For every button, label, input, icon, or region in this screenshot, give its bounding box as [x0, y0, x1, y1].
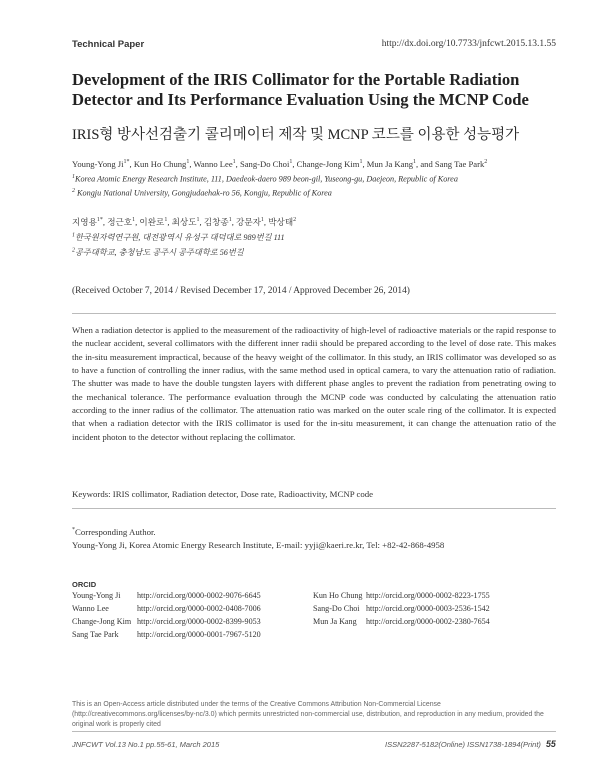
title-line-2: Detector and Its Performance Evaluation Using the MCNP Code: [72, 90, 529, 109]
author-affiliation-mark: 1: [186, 159, 190, 166]
received-dates: (Received October 7, 2014 / Revised December 17, 2014 / Approved December 26, 2014): [72, 286, 410, 296]
divider: [72, 313, 556, 314]
affiliation-text: Kongju National University, Gongjudaehak-ro 56, Kongju, Republic of Korea: [75, 188, 332, 198]
author-affiliation-mark: 2: [293, 217, 297, 224]
orcid-link[interactable]: http://orcid.org/0000-0003-2536-1542: [366, 604, 490, 613]
author-name: 지영용: [72, 217, 97, 227]
keywords: Keywords: IRIS collimator, Radiation detector, Dose rate, Radioactivity, MCNP code: [72, 489, 374, 499]
orcid-link[interactable]: http://orcid.org/0000-0001-7967-5120: [137, 630, 261, 639]
orcid-name: Kun Ho Chung: [313, 591, 363, 600]
author-list-korean: [72, 216, 296, 228]
author-affiliation-mark: 1: [228, 217, 232, 224]
author-list: [72, 159, 487, 169]
affiliation-korean-1: [72, 232, 285, 243]
author-name: , 최상도: [167, 217, 197, 227]
affiliation-1: [72, 174, 458, 184]
orcid-link[interactable]: http://orcid.org/0000-0002-2380-7654: [366, 617, 490, 626]
affiliation-text: 한국원자력연구원, 대전광역시 유성구 대덕대로 989번길 111: [75, 233, 285, 242]
author-name: , and Sang Tae Park: [416, 159, 485, 169]
author-affiliation-mark: 1: [413, 159, 417, 166]
orcid-link[interactable]: http://orcid.org/0000-0002-8399-9053: [137, 617, 261, 626]
orcid-name: Mun Ja Kang: [313, 617, 357, 626]
author-affiliation-mark: 1: [232, 159, 236, 166]
author-affiliation-mark: 1: [359, 159, 363, 166]
orcid-name: Young-Yong Ji: [72, 591, 121, 600]
author-name: , Change-Jong Kim: [292, 159, 360, 169]
author-name: Young-Yong Ji: [72, 159, 124, 169]
author-name: , Wanno Lee: [189, 159, 233, 169]
orcid-link[interactable]: http://orcid.org/0000-0002-0408-7006: [137, 604, 261, 613]
license-notice: This is an Open-Access article distributed under the terms of the Creative Commons Attribution Non-Commercial License (http://creativecommons.org/licenses/by-nc/3.0) which permits unrestricted non-commercial use, distribution, and reproduction in any medium, provided the original work is properly cited: [72, 701, 544, 728]
affiliation-mark: 2: [72, 247, 75, 254]
section-label: Technical Paper: [72, 39, 145, 50]
author-name: , 김창종: [199, 217, 229, 227]
affiliation-mark: 2: [72, 188, 75, 194]
orcid-name: Sang Tae Park: [72, 630, 119, 639]
corresponding-label-text: Corresponding Author.: [75, 527, 156, 537]
corresponding-author-detail: Young-Yong Ji, Korea Atomic Energy Research Institute, E-mail: yyji@kaeri.re.kr, Tel: +82-42-868-4958: [72, 540, 445, 550]
corresponding-mark: *: [72, 527, 75, 534]
affiliation-korean-2: [72, 247, 244, 258]
orcid-link[interactable]: http://orcid.org/0000-0002-9076-6645: [137, 591, 261, 600]
author-affiliation-mark: 1: [196, 217, 200, 224]
corresponding-author-label: [72, 527, 156, 537]
author-affiliation-mark: 1*: [123, 159, 130, 166]
author-affiliation-mark: 1: [164, 217, 168, 224]
divider: [72, 508, 556, 509]
affiliation-mark: 1: [72, 232, 75, 239]
orcid-heading: ORCID: [72, 580, 97, 589]
author-name: , 박상태: [263, 217, 294, 227]
orcid-name: Sang-Do Choi: [313, 604, 360, 613]
journal-reference: JNFCWT Vol.13 No.1 pp.55-61, March 2015: [72, 740, 220, 749]
author-affiliation-mark: 1: [260, 217, 264, 224]
author-name: , 이완로: [135, 217, 165, 227]
author-name: , Mun Ja Kang: [362, 159, 414, 169]
author-affiliation-mark: 1: [132, 217, 136, 224]
paper-title-korean: IRIS형 방사선검출기 콜리메이터 제작 및 MCNP 코드를 이용한 성능평가: [72, 127, 520, 143]
orcid-name: Wanno Lee: [72, 604, 109, 613]
page-number: 55: [546, 739, 556, 749]
doi-link[interactable]: http://dx.doi.org/10.7733/jnfcwt.2015.13.1.55: [381, 39, 556, 49]
orcid-link[interactable]: http://orcid.org/0000-0002-8223-1755: [366, 591, 490, 600]
issn: ISSN2287-5182(Online) ISSN1738-1894(Print): [385, 740, 541, 749]
author-affiliation-mark: 1: [289, 159, 293, 166]
author-affiliation-mark: 1*: [96, 217, 103, 224]
author-name: , 강문자: [231, 217, 261, 227]
orcid-name: Change-Jong Kim: [72, 617, 132, 626]
affiliation-mark: 1: [72, 174, 75, 180]
abstract: When a radiation detector is applied to the measurement of the radioactivity of high-level of radioactive materials or the rapid response to the nuclear accident, several collimators with the different inner radii should be prepared according to the level of dose rate. This makes the in-situ measurement impractical, because of the heavy weight of the collimator. In this study, an IRIS collimator was developed so as to have a function of controlling the inner radius, with the same method used in optical camera, to vary the attenuation ratio of radiation. The shutter was made to have the double tungsten layers with different phase angles to prevent the radiation from penetrating owing to the mechanical tolerance. The performance evaluation through the MCNP code was conducted by calculating the attenuation ratio according to the inner radius of the collimator. The attenuation ratio was marked on the outer scale ring of the collimator. It is expected that when a radiation detector with the IRIS collimator is used for the in-situ measurement, it can change the attenuation ratio of the incident photon to the detector without replacing the collimator.: [72, 325, 556, 442]
paper-title: [72, 70, 592, 110]
author-name: , Kun Ho Chung: [129, 159, 187, 169]
author-affiliation-mark: 2: [484, 159, 488, 166]
footer-divider: [72, 731, 556, 732]
author-name: , 정근호: [102, 217, 133, 227]
affiliation-text: 공주대학교, 충청남도 공주시 공주대학로 56번길: [75, 248, 244, 257]
author-name: , Sang-Do Choi: [235, 159, 290, 169]
affiliation-2: [72, 188, 332, 198]
affiliation-text: Korea Atomic Energy Research Institute, 111, Daedeok-daero 989 beon-gil, Yuseong-gu, Daejeon, Republic of Korea: [75, 174, 458, 184]
title-line-1: Development of the IRIS Collimator for the Portable Radiation: [72, 70, 520, 89]
